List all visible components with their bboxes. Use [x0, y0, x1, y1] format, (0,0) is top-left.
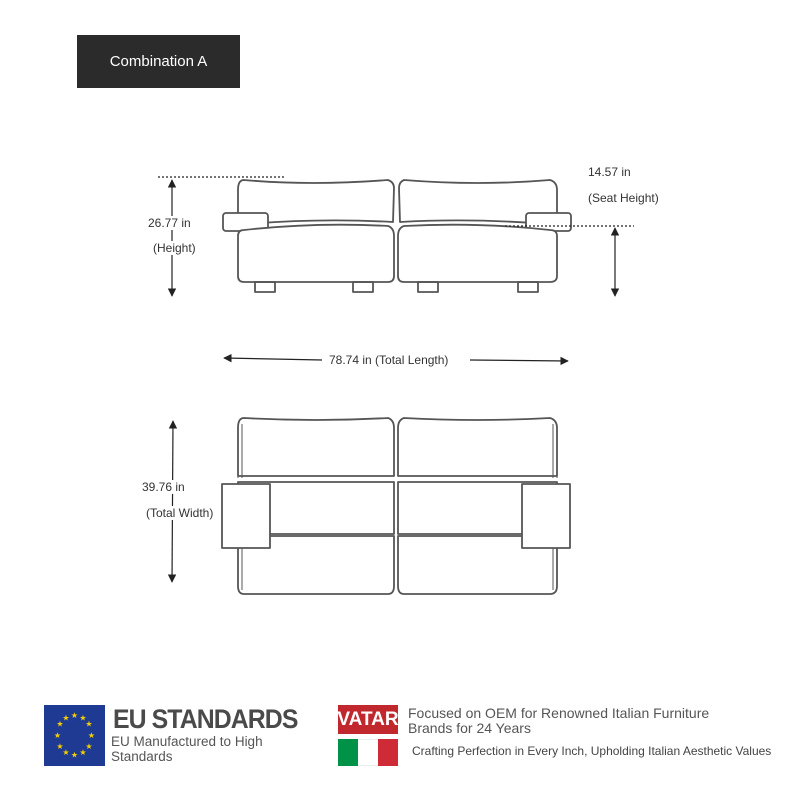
combination-label: Combination A	[77, 35, 240, 88]
width-dimension-arrow	[172, 421, 173, 582]
vatar-logo: VATAR	[338, 705, 398, 734]
italy-flag-icon	[338, 739, 398, 766]
svg-text:★: ★	[70, 750, 79, 760]
front-seat-right	[398, 225, 557, 282]
front-seat-left	[238, 225, 394, 282]
height-caption: (Height)	[153, 241, 196, 255]
top-backrest-left	[238, 418, 394, 476]
svg-text:★: ★	[85, 719, 93, 729]
eu-standards-subtitle: EU Manufactured to High Standards	[111, 734, 263, 764]
total-length-label: 78.74 in (Total Length)	[329, 353, 449, 367]
svg-text:★: ★	[62, 713, 70, 723]
eu-standards-title: EU STANDARDS	[113, 704, 298, 734]
front-view	[223, 180, 571, 292]
seat-height-caption: (Seat Height)	[588, 191, 659, 205]
length-dimension-arrow-left	[224, 358, 322, 360]
height-value: 26.77 in	[148, 216, 191, 230]
svg-text:★: ★	[70, 711, 79, 720]
top-armrest-left	[222, 484, 270, 548]
vatar-tagline: Crafting Perfection in Every Inch, Upholding Italian Aesthetic Values	[412, 744, 772, 758]
svg-text:★: ★	[79, 713, 87, 723]
top-view	[222, 418, 570, 594]
svg-text:★: ★	[85, 742, 93, 751]
front-leg	[353, 282, 373, 292]
svg-text:★: ★	[56, 719, 64, 729]
eu-flag-icon	[44, 705, 105, 766]
seat-height-value: 14.57 in	[588, 165, 631, 179]
width-value: 39.76 in	[142, 480, 185, 494]
front-leg	[418, 282, 438, 292]
length-dimension-arrow-right	[470, 360, 568, 361]
front-leg	[255, 282, 275, 292]
svg-text:★: ★	[62, 748, 70, 757]
front-leg	[518, 282, 538, 292]
top-backrest-right	[398, 418, 557, 476]
footer	[0, 700, 800, 770]
top-armrest-right	[522, 484, 570, 548]
svg-text:★: ★	[87, 731, 96, 740]
svg-text:★: ★	[56, 742, 64, 751]
svg-text:★: ★	[79, 748, 87, 757]
svg-text:★: ★	[53, 731, 62, 740]
width-caption: (Total Width)	[146, 506, 214, 520]
vatar-headline: Focused on OEM for Renowned Italian Furniture Brands for 24 Years	[408, 705, 710, 736]
